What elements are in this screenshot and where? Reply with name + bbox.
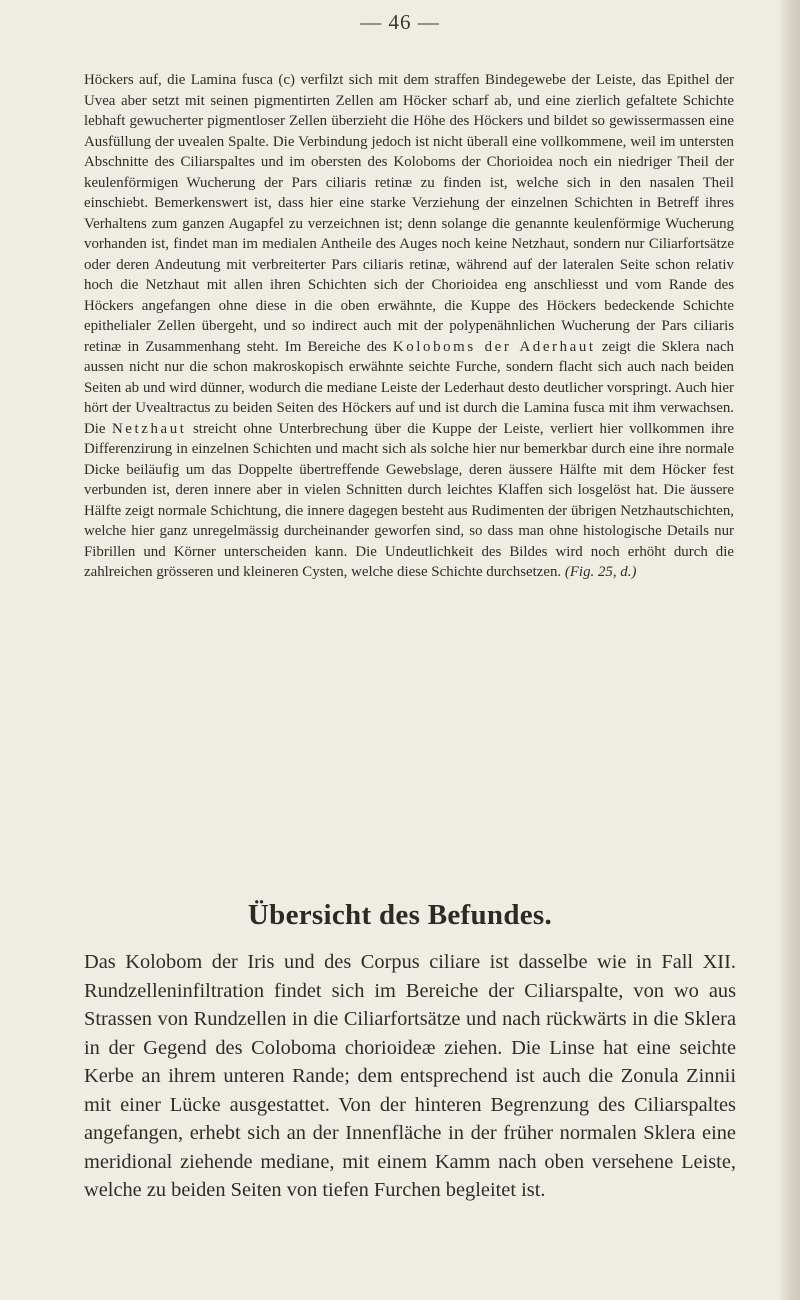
page-edge-shadow [778, 0, 800, 1300]
main-text-block [84, 70, 734, 583]
summary-text-block [84, 948, 736, 1205]
emphasis-koloboms-der-aderhaut: Koloboms der Aderhaut [392, 338, 596, 355]
page-number: — 46 — [360, 10, 440, 34]
main-text-part-1: Höckers auf, die Lamina fusca (c) verfilzt sich mit dem straffen Bindegewebe der Leiste, das Epithel der Uvea aber setzt mit seinen pigmentirten Zellen am Höcker scharf ab, und eine zierlich gefaltete Schichte lebhaft gewucherter pigmentloser Zellen überzieht die Höhe des Höckers und bildet so gewissermassen eine Ausfüllung der uvealen Spalte. Die Verbindung jedoch ist nicht überall eine vollkommene, weil im untersten Abschnitte des Ciliarspaltes und im obersten des Koloboms der Chorioidea noch ein niedriger Theil der keulenförmigen Wucherung der Pars ciliaris retinæ zu finden ist, welche sich in den nasalen Theil einschiebt. Bemerkenswert ist, dass hier eine starke Verziehung der einzelnen Schichten in Betreff ihres Verhaltens zum ganzen Augapfel zu verzeichnen ist; denn solange die genannte keulenförmige Wucherung vorhanden ist, findet man im medialen Antheile des Auges noch keine Netzhaut, sondern nur Ciliarfortsätze oder deren Andeutung mit verbreiterter Pars ciliaris retinæ, während auf der lateralen Seite schon relativ hoch die Netzhaut mit allen ihren Schichten sich der Chorioidea eng anschliesst und vom Rande des Höckers angefangen ohne diese in die oben erwähnte, die Kuppe des Höckers bedeckende Schichte epithelialer Zellen übergeht, und so indirect auch mit der polypenähnlichen Wucherung der Pars ciliaris retinæ in Zusammenhang steht. Im Bereiche des [84, 72, 734, 355]
figure-reference: (Fig. 25, d.) [564, 564, 637, 580]
section-heading: Übersicht des Befundes. [247, 899, 553, 931]
main-paragraph [84, 70, 734, 583]
main-text-part-3: streicht ohne Unterbrechung über die Kuppe der Leiste, verliert hier vollkommen ihre Differenzirung in einzelnen Schichten und macht sich als solche hier nur bemerkbar durch eine ihre normale Dicke beiläufig um das Doppelte übertreffende Gewebslage, deren äussere Hälfte mit dem Höcker fest verbunden ist, deren innere aber in vielen Schnitten durch leichtes Klaffen sich losgelöst hat. Die äussere Hälfte zeigt normale Schichtung, die innere dagegen besteht aus Rudimenten der übrigen Netzhautschichten, welche hier ganz unregelmässig durcheinander geworfen sind, so dass man ohne histologische Details nur Fibrillen und Körner unterscheiden kann. Die Undeutlichkeit des Bildes wird noch erhöht durch die zahlreichen grösseren und kleineren Cysten, welche diese Schichte durchsetzen. [84, 420, 734, 580]
summary-paragraph: Das Kolobom der Iris und des Corpus ciliare ist dasselbe wie in Fall XII. Rundzelleninfiltration findet sich im Bereiche der Ciliarspalte, von wo aus Strassen von Rundzellen in die Ciliarfortsätze und nach rückwärts in die Sklera in der Gegend des Coloboma chorioideæ ziehen. Die Linse hat eine seichte Kerbe an ihrem unteren Rande; dem entsprechend ist auch die Zonula Zinnii mit einer Lücke ausgestattet. Von der hinteren Begrenzung des Ciliarspaltes angefangen, erhebt sich an der Innenfläche in der früher normalen Sklera eine meridional ziehende mediane, mit einem Kamm nach oben versehene Leiste, welche zu beiden Seiten von tiefen Furchen begleitet ist. [84, 951, 736, 1201]
main-text-part-2: zeigt die Sklera nach aussen nicht nur die schon makroskopisch erwähnte seichte Furche, sondern flacht sich auch nach beiden Seiten ab und wird dünner, wodurch die mediane Leiste der Lederhaut desto deutlicher vorspringt. Auch hier hört der Uvealtractus zu beiden Seiten des Höckers auf und ist durch die Lamina fusca mit ihm verwachsen. Die [84, 338, 734, 437]
emphasis-netzhaut: Netzhaut [111, 420, 187, 437]
